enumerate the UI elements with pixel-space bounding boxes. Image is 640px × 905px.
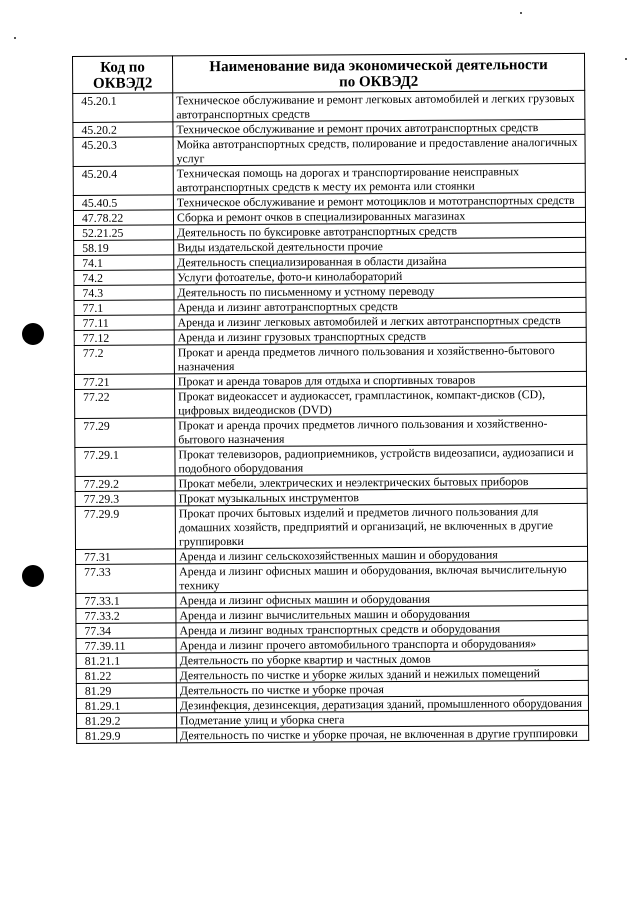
okved-code-cell: 45.40.5 — [73, 195, 173, 211]
okved-code-cell: 52.21.25 — [74, 225, 174, 241]
okved-code-cell: 74.1 — [74, 255, 174, 271]
table-row — [73, 163, 585, 195]
activity-name-cell: Прокат музыкальных инструментов — [175, 488, 587, 506]
okved-code-cell: 81.22 — [76, 668, 176, 684]
okved-code-cell: 45.20.1 — [73, 93, 173, 123]
activity-name-cell: Сборка и ремонт очков в специализированных магазинах — [173, 207, 585, 225]
activity-name-cell: Виды издательской деятельности прочие — [174, 237, 586, 255]
activity-name-cell: Аренда и лизинг водных транспортных средств и оборудования — [176, 620, 588, 638]
activity-name-cell: Аренда и лизинг сельскохозяйственных машин и оборудования — [176, 546, 588, 564]
okved-code-cell: 77.22 — [75, 389, 175, 419]
okved-code-cell: 77.33.1 — [76, 593, 176, 609]
okved-code-cell: 81.29.1 — [76, 698, 176, 714]
name-header-line: по ОКВЭД2 — [339, 73, 419, 91]
activity-name-cell: Техническое обслуживание и ремонт прочих автотранспортных средств — [173, 119, 585, 137]
scan-speck — [520, 12, 522, 14]
activity-name-cell: Аренда и лизинг офисных машин и оборудования — [176, 590, 588, 608]
activity-name-cell: Прокат и аренда предметов личного пользования и хозяйственно-бытового назначения — [174, 342, 586, 374]
table-row — [73, 134, 585, 166]
okved-table — [72, 53, 589, 744]
okved-code-cell: 45.20.2 — [73, 122, 173, 138]
table-row — [75, 415, 587, 447]
table-row — [75, 386, 587, 418]
scan-speck — [625, 58, 627, 60]
okved-code-cell: 77.29.9 — [75, 506, 175, 550]
okved-code-cell: 45.20.3 — [73, 137, 173, 167]
okved-code-cell: 81.21.1 — [76, 653, 176, 669]
activity-name-cell: Деятельность по письменному и устному переводу — [174, 282, 586, 300]
activity-name-cell: Деятельность по чистке и уборке жилых зданий и нежилых помещений — [176, 665, 588, 683]
activity-name-cell: Подметание улиц и уборка снега — [177, 710, 589, 728]
activity-name-cell: Деятельность специализированная в области дизайна — [174, 252, 586, 270]
activity-name-cell: Прокат телевизоров, радиоприемников, устройств видеозаписи, аудиозаписи и подобного оборудования — [175, 444, 587, 476]
activity-name-cell: Аренда и лизинг легковых автомобилей и легких автотранспортных средств — [174, 312, 586, 330]
okved-code-cell: 58.19 — [74, 240, 174, 256]
okved-code-cell: 81.29 — [76, 683, 176, 699]
okved-code-cell: 81.29.9 — [77, 728, 177, 744]
table-row — [73, 90, 585, 122]
punch-hole-top — [22, 323, 44, 345]
okved-code-cell: 77.21 — [74, 374, 174, 390]
activity-name-cell: Деятельность по уборке квартир и частных домов — [176, 650, 588, 668]
okved-code-cell: 77.34 — [76, 623, 176, 639]
activity-name-cell: Аренда и лизинг грузовых транспортных средств — [174, 327, 586, 345]
activity-name-cell: Прокат и аренда прочих предметов личного пользования и хозяйственно-бытового назначения — [175, 415, 587, 447]
activity-name-cell: Прокат прочих бытовых изделий и предметов личного пользования для домашних хозяйств, предприятий и организаций, не включенных в другие группировки — [175, 503, 587, 549]
code-header-line: ОКВЭД2 — [92, 75, 153, 92]
okved-code-cell: 77.33 — [76, 564, 176, 594]
okved-code-cell: 74.2 — [74, 270, 174, 286]
activity-name-cell: Деятельность по чистке и уборке прочая, не включенная в другие группировки — [177, 725, 589, 743]
okved-code-cell: 77.33.2 — [76, 608, 176, 624]
table-header-row — [73, 53, 585, 93]
activity-name-cell: Аренда и лизинг вычислительных машин и оборудования — [176, 605, 588, 623]
activity-name-cell: Услуги фотоателье, фото-и кинолабораторий — [174, 267, 586, 285]
okved-code-cell: 77.11 — [74, 315, 174, 331]
activity-name-cell: Мойка автотранспортных средств, полирование и предоставление аналогичных услуг — [173, 134, 585, 166]
activity-name-cell: Техническое обслуживание и ремонт мотоциклов и мототранспортных средств — [173, 192, 585, 210]
okved-code-cell: 77.2 — [74, 345, 174, 375]
code-column-header — [73, 56, 173, 94]
okved-code-cell: 77.39.11 — [76, 638, 176, 654]
table-row — [75, 444, 587, 476]
okved-code-cell: 77.29.2 — [75, 476, 175, 492]
table-row — [76, 561, 588, 593]
activity-name-cell: Деятельность по буксировке автотранспортных средств — [174, 222, 586, 240]
punch-hole-bottom — [22, 565, 44, 587]
okved-code-cell: 45.20.4 — [73, 166, 173, 196]
okved-code-cell: 77.29.1 — [75, 447, 175, 477]
okved-code-cell: 77.12 — [74, 330, 174, 346]
table-row — [75, 503, 587, 549]
okved-code-cell: 77.29.3 — [75, 491, 175, 507]
name-column-header — [173, 53, 585, 93]
okved-code-cell: 77.1 — [74, 300, 174, 316]
okved-code-cell: 81.29.2 — [77, 713, 177, 729]
activity-name-cell: Деятельность по чистке и уборке прочая — [176, 680, 588, 698]
code-header-line: Код по — [100, 59, 145, 76]
activity-name-cell: Прокат и аренда товаров для отдыха и спортивных товаров — [174, 371, 586, 389]
activity-name-cell: Техническое обслуживание и ремонт легковых автомобилей и легких грузовых автотранспортных средств — [173, 90, 585, 122]
scan-speck — [14, 37, 16, 39]
activity-name-cell: Дезинфекция, дезинсекция, дератизация зданий, промышленного оборудования — [176, 695, 588, 713]
okved-code-cell: 47.78.22 — [73, 210, 173, 226]
okved-code-cell: 77.29 — [75, 418, 175, 448]
table-body — [73, 90, 589, 743]
okved-code-cell: 77.31 — [76, 549, 176, 565]
activity-name-cell: Аренда и лизинг прочего автомобильного транспорта и оборудования» — [176, 635, 588, 653]
activity-name-cell: Техническая помощь на дорогах и транспортирование неисправных автотранспортных средств к месту их ремонта или стоянки — [173, 163, 585, 195]
name-header-line: Наименование вида экономической деятельности — [209, 57, 548, 76]
table-row — [77, 725, 589, 743]
activity-name-cell: Аренда и лизинг офисных машин и оборудования, включая вычислительную технику — [176, 561, 588, 593]
okved-code-cell: 74.3 — [74, 285, 174, 301]
activity-name-cell: Прокат видеокассет и аудиокассет, грампластинок, компакт-дисков (CD), цифровых видеодисков (DVD) — [175, 386, 587, 418]
activity-name-cell: Аренда и лизинг автотранспортных средств — [174, 297, 586, 315]
activity-name-cell: Прокат мебели, электрических и неэлектрических бытовых приборов — [175, 473, 587, 491]
table-row — [74, 342, 586, 374]
